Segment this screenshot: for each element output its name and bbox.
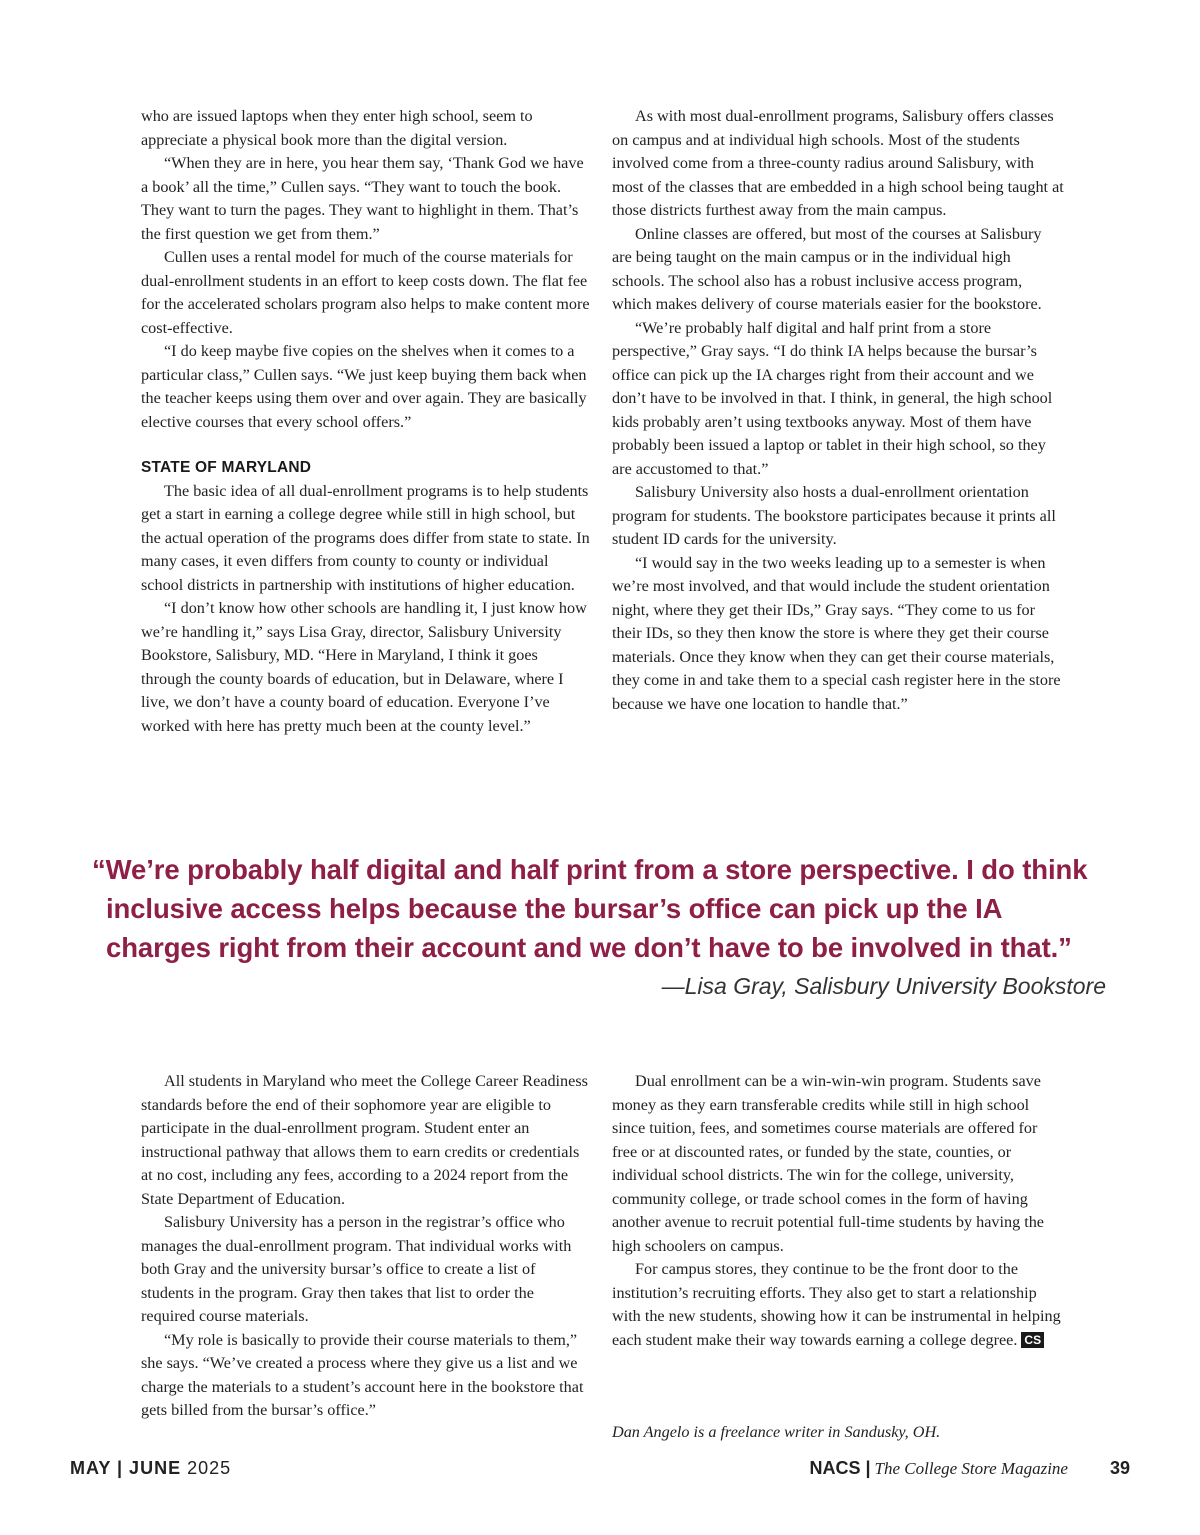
paragraph: Salisbury University has a person in the registrar’s office who manages the dual-enrollment program. That individual works with both Gray and the university bursar’s office to create a list of students in the program. Gray then takes that list to order the required course materials. bbox=[141, 1213, 572, 1325]
paragraph-final-text: For campus stores, they continue to be the front door to the institution’s recruiting efforts. They also get to start a relationship with the new students, showing how it can be instrumental in helping each student make their way towards earning a college degree. bbox=[612, 1260, 1061, 1349]
pull-quote-attribution: —Lisa Gray, Salisbury University Bookstore bbox=[661, 973, 1106, 999]
paragraph: “When they are in here, you hear them say, ‘Thank God we have a book’ all the time,” Cullen says. “They want to touch the book. They want to turn the pages. They want to highlight in them. That’s the first question we get from them.” bbox=[141, 154, 584, 243]
paragraph: “I would say in the two weeks leading up to a semester is when we’re most involved, and that would include the student orientation night, where they get their IDs,” Gray says. “They come to us for their IDs, so they then know the store is where they get their course materials. Once they know when they can get their course materials, they come in and take them to a special cash register here in the store because we have one location to handle that.” bbox=[612, 553, 1061, 713]
section-heading: STATE OF MARYLAND bbox=[141, 459, 312, 476]
column-top-left bbox=[141, 105, 591, 738]
paragraph: “My role is basically to provide their course materials to them,” she says. “We’ve created a process where they give us a list and we charge the materials to a student’s account here in the bookstore that gets billed from the bursar’s office.” bbox=[141, 1330, 584, 1419]
paragraph: “We’re probably half digital and half print from a store perspective,” Gray says. “I do think IA helps because the bursar’s office can pick up the IA charges right from their account and we don’t have to be involved in that. I think, in general, the high school kids probably aren’t using textbooks anyway. Most of them have probably been issued a laptop or tablet in their high school, so they are accustomed to that.” bbox=[612, 318, 1053, 478]
issue-year: 2025 bbox=[187, 1458, 232, 1478]
paragraph: “I do keep maybe five copies on the shelves when it comes to a particular class,” Cullen says. “We just keep buying them back when the teacher keeps using them over and over again. They are basically elective courses that every school offers.” bbox=[141, 342, 587, 431]
pull-quote-text: “We’re probably half digital and half print from a store perspective. I do think inclusive access helps because the bursar’s office can pick up the IA charges right from their account and we don’t have to be involved in that.” bbox=[92, 854, 1088, 963]
magazine-title: The College Store Magazine bbox=[874, 1459, 1068, 1478]
paragraph: Online classes are offered, but most of the courses at Salisbury are being taught on the main campus or in the individual high schools. The school also has a robust inclusive access program, which makes delivery of course materials easier for the bookstore. bbox=[612, 224, 1042, 313]
footer-publication bbox=[809, 1458, 1130, 1479]
pull-quote bbox=[92, 850, 1092, 967]
column-top-right bbox=[612, 105, 1064, 716]
paragraph: As with most dual-enrollment programs, Salisbury offers classes on campus and at individual high schools. Most of the students involved come from a three-county radius around Salisbury, with most of the classes that are embedded in a high school being taught at those districts furthest away from the main campus. bbox=[612, 107, 1064, 219]
column-bottom-right bbox=[612, 1070, 1064, 1352]
paragraph: Dual enrollment can be a win-win-win program. Students save money as they earn transferable credits while still in high school since tuition, fees, and sometimes course materials are offered for free or at discounted rates, or funded by the state, counties, or individual school districts. The win for the college, university, community college, or trade school comes in the form of having another avenue to recruit potential full-time students by having the high schoolers on campus. bbox=[612, 1072, 1044, 1255]
author-byline: Dan Angelo is a freelance writer in Sandusky, OH. bbox=[612, 1423, 941, 1441]
paragraph: “I don’t know how other schools are handling it, I just know how we’re handling it,” says Lisa Gray, director, Salisbury University Bookstore, Salisbury, MD. “Here in Maryland, I think it goes through the county boards of education, but in Delaware, where I live, we don’t have a county board of education. Everyone I’ve worked with here has pretty much been at the county level.” bbox=[141, 599, 587, 735]
paragraph-final bbox=[612, 1258, 1064, 1352]
column-bottom-left bbox=[141, 1070, 591, 1423]
issue-months: MAY | JUNE bbox=[70, 1458, 182, 1478]
paragraph: Salisbury University also hosts a dual-enrollment orientation program for students. The bookstore participates because it prints all student ID cards for the university. bbox=[612, 483, 1056, 548]
paragraph: All students in Maryland who meet the College Career Readiness standards before the end of their sophomore year are eligible to participate in the dual-enrollment program. Student enter an instructional pathway that allows them to earn credits or credentials at no cost, including any fees, according to a 2024 report from the State Department of Education. bbox=[141, 1072, 588, 1208]
paragraph: The basic idea of all dual-enrollment programs is to help students get a start in earning a college degree while still in high school, but the actual operation of the programs does differ from state to state. In many cases, it even differs from county to county or individual school districts in partnership with institutions of higher education. bbox=[141, 481, 590, 594]
paragraph: who are issued laptops when they enter high school, seem to appreciate a physical book more than the digital version. bbox=[141, 107, 533, 149]
end-mark-icon: CS bbox=[1021, 1332, 1044, 1348]
page-number: 39 bbox=[1109, 1458, 1130, 1478]
publisher-name: NACS | bbox=[809, 1458, 871, 1478]
paragraph: Cullen uses a rental model for much of the course materials for dual-enrollment students in an effort to keep costs down. The flat fee for the accelerated scholars program also helps to make content more cost-effective. bbox=[141, 248, 590, 337]
footer-issue bbox=[70, 1458, 231, 1479]
